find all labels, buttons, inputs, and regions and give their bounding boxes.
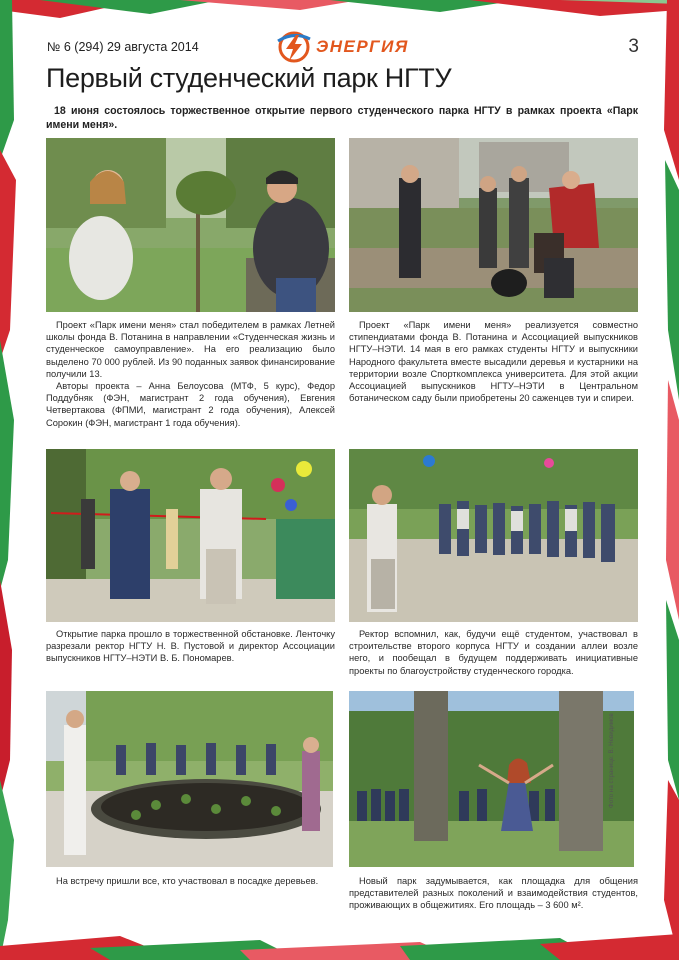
caption-opening-ceremony <box>46 628 335 665</box>
photo-ribbon-cutting <box>46 449 335 622</box>
photo-dancing-girl <box>349 691 634 867</box>
article-title: Первый студенческий парк НГТУ <box>46 63 452 93</box>
caption-project-winner <box>46 319 335 429</box>
photo-group-planting <box>349 138 638 312</box>
photo-flowerbed <box>46 691 333 867</box>
issue-info: № 6 (294) 29 августа 2014 <box>47 40 199 54</box>
photo-credit: Фото на странице: В. Невидимов <box>608 713 615 808</box>
lightning-logo-icon <box>274 31 314 63</box>
page-number: 3 <box>628 36 639 57</box>
photo-planting-tree <box>46 138 335 312</box>
caption-rector-memory-text: Ректор вспомнил, как, будучи ещё студентом, участвовал в строительстве второго корпуса НГТУ и создании аллеи возле него, и пообещал в будущем поддерживать инициативные проекты по благоустройству студенческого городка. <box>349 629 638 676</box>
caption-project-authors: Авторы проекта – Анна Белоусова (МТФ, 5 курс), Федор Поддубняк (ФЭН, магистрант 2 года обучения), Евгения Четвертакова (ФПМИ, магистрант 2 года обучения), Алексей Сорокин (ФЭН, магистрант 1 года обучения). <box>46 381 335 428</box>
photo-rector-speech <box>349 449 638 622</box>
newspaper-logo <box>274 30 409 64</box>
logo-text: ЭНЕРГИЯ <box>316 37 409 56</box>
caption-participants-text: На встречу пришли все, кто участвовал в посадке деревьев. <box>56 876 319 886</box>
caption-project-partners-text: Проект «Парк имени меня» реализуется совместно стипендиатами фонда В. Потанина и Ассоциацией выпускников НГТУ–НЭТИ. 14 мая в его рамках студенты НГТУ и выпускники Народного факультета вместе высадили деревья и кустарники на территории возле Спорткомплекса университета. Для этой акции Ассоциацией выпускников НГТУ–НЭТИ в Центральном ботаническом саду были приобретены 20 саженцев туи и спиреи. <box>349 320 638 404</box>
caption-project-partners <box>349 319 638 404</box>
caption-opening-ceremony-text: Открытие парка прошло в торжественной обстановке. Ленточку разрезали ректор НГТУ Н. В. Пустовой и директор Ассоциации выпускников НГТУ–НЭТИ В. Б. Пономарев. <box>46 629 335 664</box>
caption-park-purpose <box>349 875 638 912</box>
article-lead: 18 июня состоялось торжественное открытие первого студенческого парка НГТУ в рамках проекта «Парк имени меня». <box>46 105 638 131</box>
caption-rector-memory <box>349 628 638 677</box>
caption-participants <box>46 875 333 887</box>
caption-park-purpose-text: Новый парк задумывается, как площадка для общения представителей разных поколений и взаимодействия студентов, проживающих в общежитиях. Его площадь – 3 600 м². <box>349 876 638 911</box>
caption-project-winner-p1: Проект «Парк имени меня» стал победителем в рамках Летней школы фонда В. Потанина в направлении «Студенческая жизнь и студенческое самоуправление». На его реализацию было выделено 70 000 рублей. Из 90 поданных заявок финансирование получили 13. <box>46 320 335 379</box>
